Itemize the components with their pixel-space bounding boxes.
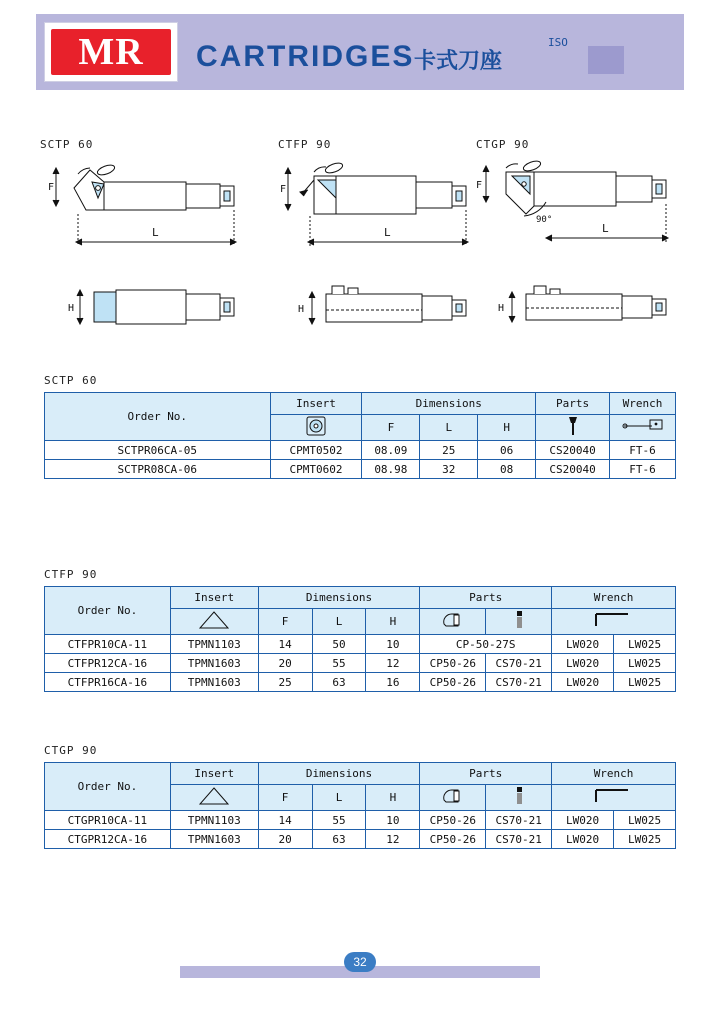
cell-l: 63 [312,673,366,692]
cell-insert: TPMN1603 [170,830,258,849]
col-order-no: Order No. [45,393,271,441]
cell-h: 12 [366,654,420,673]
page-title-chinese: 卡式刀座 [414,49,503,74]
insert-icon-round [270,415,362,441]
cell-insert: TPMN1103 [170,811,258,830]
cell-parts-1: CP50-26 [420,830,486,849]
page-title: CARTRIDGES [196,40,415,73]
dim-h-header: H [366,609,420,635]
svg-text:F: F [48,182,55,193]
insert-icon-triangle [170,785,258,811]
table-row[interactable] [45,460,676,479]
cell-wrench-2: LW025 [614,830,676,849]
cell-l: 50 [312,635,366,654]
cell-parts: CP-50-27S [420,635,552,654]
svg-text:H: H [68,303,75,314]
wrench-icon [552,609,676,635]
svg-text:H: H [298,304,305,315]
cell-wrench-2: LW025 [614,654,676,673]
cell-f: 25 [258,673,312,692]
cell-l: 63 [312,830,366,849]
svg-text:L: L [602,222,609,235]
page-number: 32 [344,952,376,972]
page-header [0,0,720,102]
table-row[interactable] [45,441,676,460]
header-swatch [588,46,624,74]
svg-text:L: L [152,226,159,239]
logo-container [44,22,178,82]
col-order-no: Order No. [45,763,171,811]
diagram-ctfp-top [266,154,491,264]
dim-f-header: F [258,609,312,635]
wrench-icon [552,785,676,811]
table-row[interactable] [45,811,676,830]
diagram-sctp-side [34,280,254,340]
cell-insert: TPMN1603 [170,654,258,673]
cell-parts-2: CS70-21 [486,830,552,849]
table-sctp [44,392,676,479]
cell-insert: CPMT0502 [270,441,362,460]
cell-parts-2: CS70-21 [486,654,552,673]
col-insert: Insert [170,763,258,785]
cell-order-no: CTFPR16CA-16 [45,673,171,692]
cell-h: 10 [366,811,420,830]
dim-l-header: L [312,785,366,811]
cell-order-no: CTGPR10CA-11 [45,811,171,830]
cell-h: 06 [478,441,536,460]
dim-l-header: L [312,609,366,635]
col-insert: Insert [170,587,258,609]
dim-l-header: L [420,415,478,441]
table-row[interactable] [45,654,676,673]
cell-h: 08 [478,460,536,479]
wrench-icon [610,415,676,441]
cell-insert: TPMN1103 [170,635,258,654]
cell-h: 10 [366,635,420,654]
cell-l: 55 [312,654,366,673]
table-header-row [45,587,676,609]
diagram-label-sctp: SCTP 60 [40,138,94,151]
table-row[interactable] [45,830,676,849]
cell-order-no: CTFPR12CA-16 [45,654,171,673]
diagram-label-ctgp: CTGP 90 [476,138,530,151]
diagram-ctfp-side [266,280,491,340]
cell-h: 12 [366,830,420,849]
clamp-icon [420,785,486,811]
cell-wrench-1: LW020 [552,635,614,654]
cell-wrench: FT-6 [610,460,676,479]
svg-text:90°: 90° [536,215,553,225]
cell-l: 55 [312,811,366,830]
cell-l: 25 [420,441,478,460]
cell-l: 32 [420,460,478,479]
dim-h-header: H [366,785,420,811]
cell-order-no: CTFPR10CA-11 [45,635,171,654]
cell-f: 08.09 [362,441,420,460]
cell-parts-2: CS70-21 [486,811,552,830]
cell-f: 14 [258,635,312,654]
dim-f-header: F [362,415,420,441]
col-dimensions: Dimensions [258,587,420,609]
cell-order-no: SCTPR06CA-05 [45,441,271,460]
cell-order-no: SCTPR08CA-06 [45,460,271,479]
cell-h: 16 [366,673,420,692]
cell-parts-1: CP50-26 [420,811,486,830]
cell-f: 20 [258,830,312,849]
table-row[interactable] [45,673,676,692]
col-parts: Parts [536,393,610,415]
insert-icon-triangle [170,609,258,635]
cell-wrench-2: LW025 [614,635,676,654]
screw-icon [536,415,610,441]
diagram-ctgp-side [466,280,696,340]
svg-text:H: H [498,303,505,314]
diagram-section [0,130,720,350]
dim-h-header: H [478,415,536,441]
diagram-label-ctfp: CTFP 90 [278,138,332,151]
col-wrench: Wrench [610,393,676,415]
cell-f: 08.98 [362,460,420,479]
table-caption-sctp: SCTP 60 [44,374,98,387]
svg-text:L: L [384,226,391,239]
table-row[interactable] [45,635,676,654]
table-caption-ctfp: CTFP 90 [44,568,98,581]
table-header-row [45,763,676,785]
cell-insert: CPMT0602 [270,460,362,479]
cell-order-no: CTGPR12CA-16 [45,830,171,849]
cell-insert: TPMN1603 [170,673,258,692]
diagram-sctp-top [34,154,254,264]
cell-wrench-1: LW020 [552,811,614,830]
clamp-icon [420,609,486,635]
pin-icon [486,785,552,811]
svg-text:F: F [476,180,483,191]
cell-parts: CS20040 [536,441,610,460]
table-ctgp [44,762,676,849]
cell-wrench-1: LW020 [552,830,614,849]
cell-wrench-1: LW020 [552,673,614,692]
col-dimensions: Dimensions [362,393,536,415]
col-wrench: Wrench [552,763,676,785]
svg-text:F: F [280,184,287,195]
cell-f: 20 [258,654,312,673]
iso-label: ISO [548,36,568,49]
cell-wrench-2: LW025 [614,673,676,692]
cell-parts-2: CS70-21 [486,673,552,692]
cell-f: 14 [258,811,312,830]
table-caption-ctgp: CTGP 90 [44,744,98,757]
pin-icon [486,609,552,635]
table-ctfp [44,586,676,692]
cell-parts-1: CP50-26 [420,654,486,673]
cell-parts: CS20040 [536,460,610,479]
col-order-no: Order No. [45,587,171,635]
dim-f-header: F [258,785,312,811]
col-dimensions: Dimensions [258,763,420,785]
cell-wrench-1: LW020 [552,654,614,673]
col-insert: Insert [270,393,362,415]
col-parts: Parts [420,587,552,609]
cell-parts-1: CP50-26 [420,673,486,692]
col-wrench: Wrench [552,587,676,609]
brand-logo: MR [51,29,171,75]
cell-wrench: FT-6 [610,441,676,460]
col-parts: Parts [420,763,552,785]
diagram-ctgp-top [466,154,696,264]
table-header-row [45,393,676,415]
cell-wrench-2: LW025 [614,811,676,830]
